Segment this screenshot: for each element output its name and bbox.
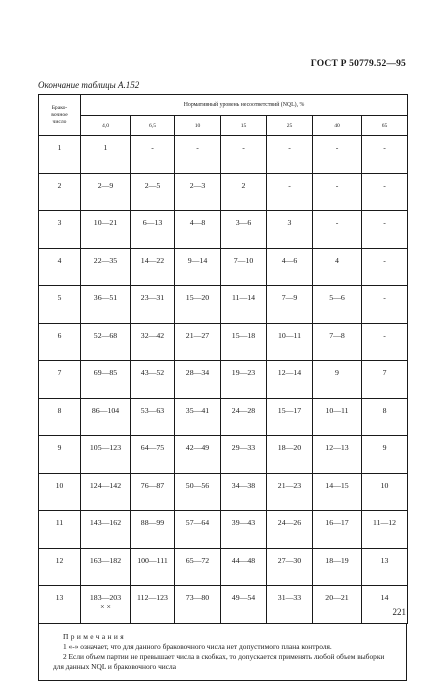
rejection-number-header: Брако- вочное число	[39, 95, 81, 136]
lot-size-range-cell: 9	[362, 436, 408, 474]
table-row	[39, 473, 408, 511]
lot-size-range-cell: 2	[221, 173, 267, 211]
lot-size-range-cell: 16—17	[313, 511, 362, 549]
lot-size-range-cell: 5—6	[313, 286, 362, 324]
lot-size-range-cell: 15—20	[175, 286, 221, 324]
lot-size-range-cell: 39—43	[221, 511, 267, 549]
lot-size-range-cell: 2—9	[81, 173, 131, 211]
lot-size-range-cell: 73—80	[175, 586, 221, 624]
lot-size-range-cell: 53—63	[131, 398, 175, 436]
lot-size-range-cell: -	[362, 248, 408, 286]
table-row	[39, 173, 408, 211]
table-row	[39, 136, 408, 174]
lot-size-range-cell: 15—18	[221, 323, 267, 361]
lot-size-range-cell: 4	[313, 248, 362, 286]
nql-level-header: 25	[267, 116, 313, 136]
lot-size-range-cell: 36—51	[81, 286, 131, 324]
lot-size-range-cell: -	[221, 136, 267, 174]
lot-size-range-cell: 21—23	[267, 473, 313, 511]
nql-level-header: 65	[362, 116, 408, 136]
lot-size-range-cell: 14—22	[131, 248, 175, 286]
lot-size-range-cell: 9	[313, 361, 362, 399]
lot-size-range-cell: 69—85	[81, 361, 131, 399]
nql-level-header: 6,5	[131, 116, 175, 136]
lot-size-range-cell: 86—104	[81, 398, 131, 436]
lot-size-range-cell: 15—17	[267, 398, 313, 436]
lot-size-range-cell: 100—111	[131, 548, 175, 586]
lot-size-range-cell: 43—52	[131, 361, 175, 399]
lot-size-range-cell: 7—10	[221, 248, 267, 286]
lot-size-range-cell: 11—14	[221, 286, 267, 324]
lot-size-range-cell: 11—12	[362, 511, 408, 549]
table-row	[39, 548, 408, 586]
lot-size-range-cell: 112—123	[131, 586, 175, 624]
note-line: 2 Если объем партии не превышает числа в скобках, то допускается применять любой объем выборки для данных NQL и браковочного числа	[53, 651, 385, 671]
notes-lines	[53, 642, 396, 672]
lot-size-range-cell: 24—26	[267, 511, 313, 549]
nql-level-header: 15	[221, 116, 267, 136]
nql-level-header: 40	[313, 116, 362, 136]
lot-size-range-cell: 50—56	[175, 473, 221, 511]
lot-size-range-cell: -	[362, 286, 408, 324]
lot-size-range-cell: -	[313, 173, 362, 211]
nql-level-header-row	[39, 116, 408, 136]
notes-title: Примечания	[63, 631, 127, 641]
lot-size-range-cell: 27—30	[267, 548, 313, 586]
lot-size-range-cell: 18—19	[313, 548, 362, 586]
lot-size-range-cell: 4—6	[267, 248, 313, 286]
table-row	[39, 511, 408, 549]
rejection-number-cell: 8	[39, 398, 81, 436]
lot-size-range-cell: 3—6	[221, 211, 267, 249]
rejection-number-cell: 13	[39, 586, 81, 624]
table-row	[39, 211, 408, 249]
lot-size-range-cell: 23—31	[131, 286, 175, 324]
lot-size-range-cell: 10—21	[81, 211, 131, 249]
lot-size-range-cell: 14	[362, 586, 408, 624]
lot-size-range-cell: 34—38	[221, 473, 267, 511]
nql-level-header: 4,0	[81, 116, 131, 136]
lot-size-range-cell: 88—99	[131, 511, 175, 549]
lot-size-range-cell: -	[267, 173, 313, 211]
lot-size-range-cell: 21—27	[175, 323, 221, 361]
lot-size-range-cell: 29—33	[221, 436, 267, 474]
nql-table	[38, 94, 408, 624]
table-caption: Окончание таблицы А.152	[38, 80, 140, 90]
lot-size-range-cell: 183—203 × ×	[81, 586, 131, 624]
nql-level-header: 10	[175, 116, 221, 136]
lot-size-range-cell: 3	[267, 211, 313, 249]
rejection-number-cell: 11	[39, 511, 81, 549]
table-row	[39, 248, 408, 286]
lot-size-range-cell: 28—34	[175, 361, 221, 399]
rejection-number-cell: 6	[39, 323, 81, 361]
lot-size-range-cell: 12—14	[267, 361, 313, 399]
table-row	[39, 323, 408, 361]
lot-size-range-cell: 42—49	[175, 436, 221, 474]
lot-size-range-cell: 9—14	[175, 248, 221, 286]
lot-size-range-cell: 143—162	[81, 511, 131, 549]
nql-table-container	[38, 94, 407, 681]
lot-size-range-cell: 1	[81, 136, 131, 174]
lot-size-range-cell: -	[175, 136, 221, 174]
lot-size-range-cell: 57—64	[175, 511, 221, 549]
lot-size-range-cell: 2—5	[131, 173, 175, 211]
table-row	[39, 586, 408, 624]
lot-size-range-cell: 7	[362, 361, 408, 399]
lot-size-range-cell: -	[131, 136, 175, 174]
lot-size-range-cell: 22—35	[81, 248, 131, 286]
nql-table-body	[39, 136, 408, 624]
lot-size-range-cell: 65—72	[175, 548, 221, 586]
lot-size-range-cell: 52—68	[81, 323, 131, 361]
lot-size-range-cell: -	[313, 136, 362, 174]
page-number: 221	[392, 607, 406, 617]
lot-size-range-cell: 32—42	[131, 323, 175, 361]
lot-size-range-cell: -	[362, 323, 408, 361]
lot-size-range-cell: -	[362, 211, 408, 249]
note-line: 1 «-» означает, что для данного браковочного числа нет допустимого плана контроля.	[63, 641, 332, 651]
lot-size-range-cell: 19—23	[221, 361, 267, 399]
document-code: ГОСТ Р 50779.52—95	[310, 59, 406, 69]
rejection-number-cell: 2	[39, 173, 81, 211]
lot-size-range-cell: 49—54	[221, 586, 267, 624]
lot-size-range-cell: 76—87	[131, 473, 175, 511]
table-row	[39, 361, 408, 399]
lot-size-range-cell: 163—182	[81, 548, 131, 586]
rejection-number-cell: 5	[39, 286, 81, 324]
lot-size-range-cell: 105—123	[81, 436, 131, 474]
lot-size-range-cell: 8	[362, 398, 408, 436]
table-row	[39, 286, 408, 324]
rejection-number-cell: 9	[39, 436, 81, 474]
lot-size-range-cell: 35—41	[175, 398, 221, 436]
table-row	[39, 436, 408, 474]
rejection-number-cell: 12	[39, 548, 81, 586]
lot-size-range-cell: -	[362, 173, 408, 211]
lot-size-range-cell: 7—8	[313, 323, 362, 361]
lot-size-range-cell: 31—33	[267, 586, 313, 624]
lot-size-range-cell: 12—13	[313, 436, 362, 474]
lot-size-range-cell: -	[267, 136, 313, 174]
rejection-number-cell: 10	[39, 473, 81, 511]
lot-size-range-cell: 13	[362, 548, 408, 586]
lot-size-range-cell: 20—21	[313, 586, 362, 624]
lot-size-range-cell: 7—9	[267, 286, 313, 324]
lot-size-range-cell: 44—48	[221, 548, 267, 586]
lot-size-range-cell: 124—142	[81, 473, 131, 511]
lot-size-range-cell: 4—8	[175, 211, 221, 249]
nql-group-header: Нормативный уровень несоответствий (NQL), %	[81, 95, 408, 116]
lot-size-range-cell: 24—28	[221, 398, 267, 436]
rejection-number-cell: 1	[39, 136, 81, 174]
rejection-number-cell: 4	[39, 248, 81, 286]
lot-size-range-cell: 10—11	[267, 323, 313, 361]
lot-size-range-cell: 10	[362, 473, 408, 511]
lot-size-range-cell: 14—15	[313, 473, 362, 511]
lot-size-range-cell: 10—11	[313, 398, 362, 436]
rejection-number-cell: 3	[39, 211, 81, 249]
table-row	[39, 398, 408, 436]
lot-size-range-cell: -	[313, 211, 362, 249]
lot-size-range-cell: -	[362, 136, 408, 174]
lot-size-range-cell: 64—75	[131, 436, 175, 474]
notes-section	[38, 624, 407, 681]
lot-size-range-cell: 2—3	[175, 173, 221, 211]
lot-size-range-cell: 18—20	[267, 436, 313, 474]
rejection-number-cell: 7	[39, 361, 81, 399]
lot-size-range-cell: 6—13	[131, 211, 175, 249]
